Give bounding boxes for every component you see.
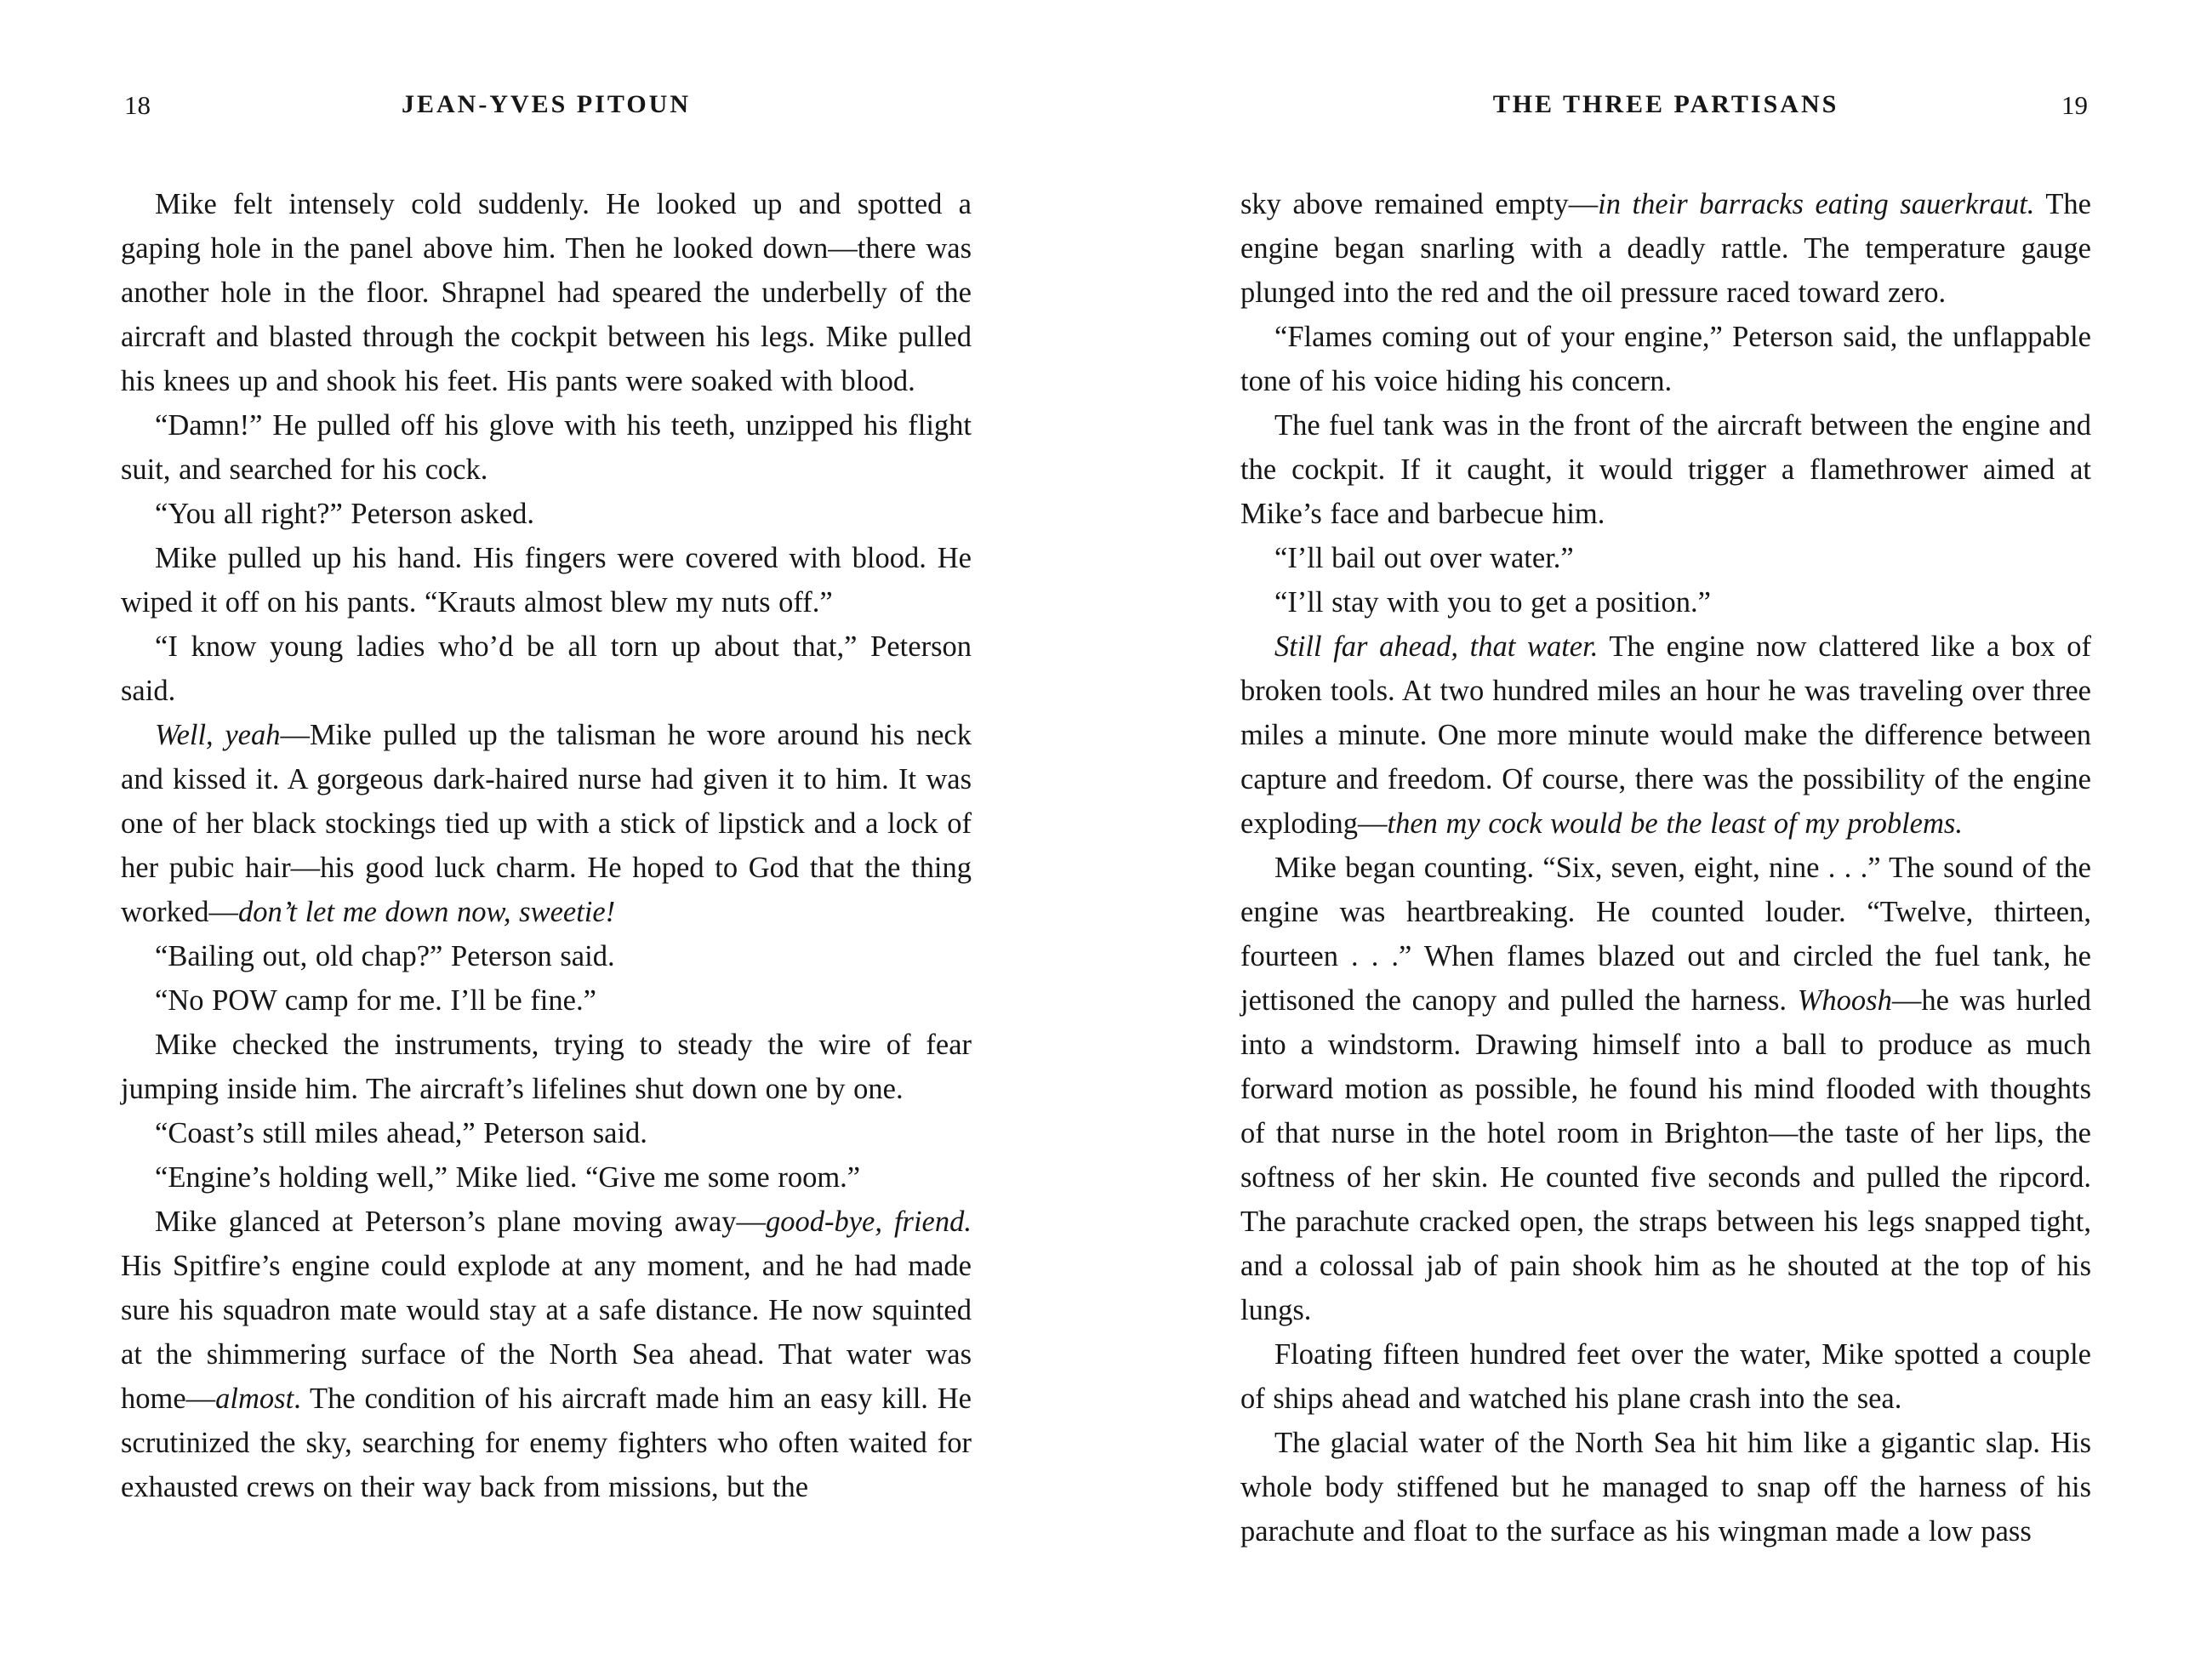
paragraph: [1240, 1421, 2091, 1554]
right-running-title: THE THREE PARTISANS: [1492, 90, 1839, 118]
text-run: “Coast’s still miles ahead,” Peterson said.: [155, 1117, 647, 1149]
text-run: “Engine’s holding well,” Mike lied. “Give me some room.”: [155, 1161, 861, 1194]
text-run: “No POW camp for me. I’ll be fine.”: [155, 984, 596, 1017]
paragraph: [1240, 1332, 2091, 1421]
text-run: Mike began counting. “Six, seven, eight, nine . . .” The sound of the engine was heartbreaking. He counted louder. “Twelve, thirteen, fourteen . . .” When flames blazed out and circled the fuel tank, he jettisoned the canopy and pulled the harness.: [1240, 852, 2091, 1017]
right-page-number: 19: [2061, 90, 2088, 120]
paragraph: [121, 1200, 972, 1509]
italic-text-run: in their barracks eating sauerkraut.: [1598, 188, 2035, 220]
paragraph: [1240, 624, 2091, 846]
text-run: sky above remained empty—: [1240, 188, 1599, 220]
paragraph: [1240, 182, 2091, 315]
text-run: “Damn!” He pulled off his glove with his teeth, unzipped his flight suit, and searched for his cock.: [121, 409, 972, 486]
left-page-number: 18: [124, 90, 151, 120]
paragraph: [121, 624, 972, 713]
right-running-head: [1240, 90, 2091, 128]
text-run: —he was hurled into a windstorm. Drawing himself into a ball to produce as much forward motion as possible, he found his mind flooded with thoughts of that nurse in the hotel room in Brighton—the taste of her lips, the softness of her skin. He counted five seconds and pulled the ripcord. The parachute cracked open, the straps between his legs snapped tight, and a colossal jab of pain shook him as he shouted at the top of his lungs.: [1240, 984, 2091, 1326]
italic-text-run: almost: [215, 1382, 294, 1415]
text-run: “I know young ladies who’d be all torn up about that,” Peterson said.: [121, 630, 972, 707]
left-running-title: JEAN-YVES PITOUN: [402, 90, 691, 118]
text-run: Mike felt intensely cold suddenly. He looked up and spotted a gaping hole in the panel above him. Then he looked down—there was another hole in the floor. Shrapnel had speared the underbelly of the aircraft and blasted through the cockpit between his legs. Mike pulled his knees up and shook his feet. His pants were soaked with blood.: [121, 188, 972, 397]
paragraph: [121, 713, 972, 934]
text-run: “You all right?” Peterson asked.: [155, 498, 535, 530]
text-run: The glacial water of the North Sea hit him like a gigantic slap. His whole body stiffened but he managed to snap off the harness of his parachute and float to the surface as his wingman made a low pass: [1240, 1427, 2091, 1548]
text-run: Mike checked the instruments, trying to steady the wire of fear jumping inside him. The aircraft’s lifelines shut down one by one.: [121, 1029, 972, 1105]
paragraph: [121, 403, 972, 492]
text-run: The engine now clattered like a box of broken tools. At two hundred miles an hour he was traveling over three miles a minute. One more minute would make the difference between capture and freedom. Of course, there was the possibility of the engine exploding—: [1240, 630, 2091, 840]
text-run: “Flames coming out of your engine,” Peterson said, the unflappable tone of his voice hiding his concern.: [1240, 321, 2091, 397]
left-running-head: [121, 90, 972, 128]
text-run: Mike pulled up his hand. His fingers were covered with blood. He wiped it off on his pants. “Krauts almost blew my nuts off.”: [121, 542, 972, 619]
paragraph: [1240, 315, 2091, 403]
italic-text-run: Whoosh: [1797, 984, 1892, 1017]
italic-text-run: good-bye, friend.: [766, 1206, 972, 1238]
text-run: “I’ll stay with you to get a position.”: [1274, 586, 1711, 619]
italic-text-run: don’t let me down now, sweetie!: [237, 896, 616, 928]
text-run: The fuel tank was in the front of the aircraft between the engine and the cockpit. If it caught, it would trigger a flamethrower aimed at Mike’s face and barbecue him.: [1240, 409, 2091, 530]
left-text-column: [121, 182, 972, 1509]
text-run: His Spitfire’s engine could explode at any moment, and he had made sure his squadron mate would stay at a safe distance. He now squinted at the shimmering surface of the North Sea ahead. That water was home—: [121, 1250, 972, 1415]
paragraph: [121, 934, 972, 978]
paragraph: [1240, 403, 2091, 536]
paragraph: [121, 978, 972, 1023]
left-page: [121, 0, 972, 1659]
paragraph: [121, 182, 972, 403]
right-page: [1240, 0, 2091, 1659]
text-run: “Bailing out, old chap?” Peterson said.: [155, 940, 615, 972]
text-run: “I’ll bail out over water.”: [1274, 542, 1574, 574]
text-run: Mike glanced at Peterson’s plane moving away—: [155, 1206, 766, 1238]
paragraph: [121, 1023, 972, 1111]
italic-text-run: Still far ahead, that water.: [1274, 630, 1599, 663]
text-run: The engine began snarling with a deadly rattle. The temperature gauge plunged into the red and the oil pressure raced toward zero.: [1240, 188, 2091, 309]
paragraph: [121, 1155, 972, 1200]
text-run: . The condition of his aircraft made him an easy kill. He scrutinized the sky, searching for enemy fighters who often waited for exhausted crews on their way back from missions, but the: [121, 1382, 972, 1503]
paragraph: [121, 1111, 972, 1155]
text-run: —Mike pulled up the talisman he wore around his neck and kissed it. A gorgeous dark-haired nurse had given it to him. It was one of her black stockings tied up with a stick of lipstick and a lock of her pubic hair—his good luck charm. He hoped to God that the thing worked—: [121, 719, 972, 928]
paragraph: [121, 536, 972, 624]
paragraph: [121, 492, 972, 536]
text-run: Floating fifteen hundred feet over the water, Mike spotted a couple of ships ahead and watched his plane crash into the sea.: [1240, 1338, 2091, 1415]
paragraph: [1240, 846, 2091, 1332]
right-text-column: [1240, 182, 2091, 1554]
italic-text-run: Well, yeah: [155, 719, 281, 751]
paragraph: [1240, 536, 2091, 580]
italic-text-run: then my cock would be the least of my problems.: [1387, 807, 1963, 840]
paragraph: [1240, 580, 2091, 624]
